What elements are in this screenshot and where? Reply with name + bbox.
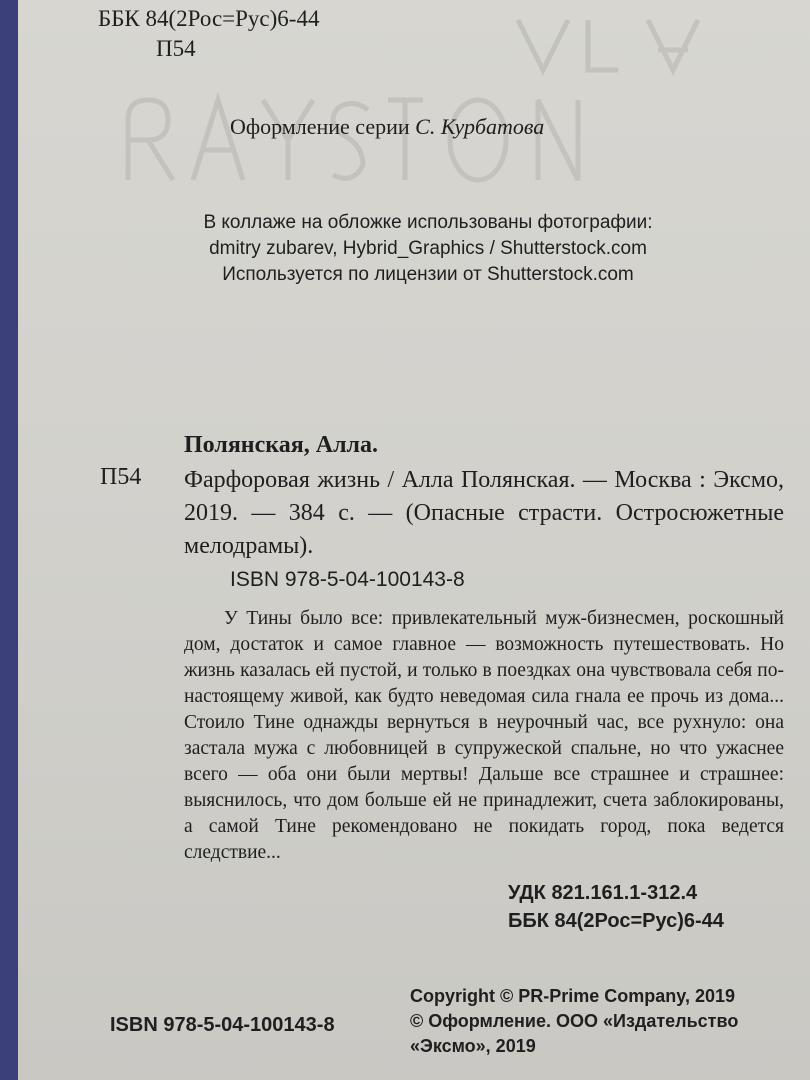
- collage-credit-line: В коллаже на обложке использованы фотографии:: [203, 212, 653, 233]
- copyright-line: © Оформление. ООО «Издательство: [410, 1011, 739, 1031]
- collage-credit-line: dmitry zubarev, Hybrid_Graphics / Shutterstock.com: [209, 238, 647, 259]
- isbn-entry: ISBN 978-5-04-100143-8: [230, 568, 465, 591]
- copyright-line: Copyright © PR-Prime Company, 2019: [410, 986, 736, 1006]
- collage-credits: [168, 210, 688, 288]
- catalog-code: П54: [100, 464, 142, 490]
- udk-code: УДК 821.161.1-312.4: [508, 882, 698, 904]
- series-design-credit: [230, 114, 544, 140]
- catalog-code-header: П54: [156, 36, 196, 61]
- book-page: [18, 0, 810, 1080]
- author-entry: Полянская, Алла.: [184, 432, 378, 458]
- bbk-header: ББК 84(2Рос=Рус)6-44: [98, 6, 320, 31]
- annotation: [184, 606, 784, 866]
- annotation-text: У Тины было все: привлекательный муж-бизнесмен, роскошный дом, достаток и самое главное — возможность путешествовать. Но жизнь казалась ей пустой, и только в поездках она чувствовала себя по-настоящему живой, как будто неведомая сила гнала ее прочь из дома... Стоило Тине однажды вернуться в неурочный час, все рухнуло: она застала мужа с любовницей в супружеской спальне, но что ужаснее всего — оба они были мертвы! Дальше все страшнее и страшнее: выяснилось, что дом больше ей не принадлежит, счета заблокированы, а самой Тине рекомендовано не покидать город, пока ведется следствие...: [184, 608, 784, 863]
- collage-credit-line: Используется по лицензии от Shutterstock.com: [222, 264, 634, 285]
- isbn-footer: ISBN 978-5-04-100143-8: [110, 1014, 335, 1036]
- series-designer-name: С. Курбатова: [415, 114, 545, 139]
- title-entry: Фарфоровая жизнь / Алла Полянская. — Москва : Эксмо, 2019. — 384 с. — (Опасные страсти. Остросюжетные мелодрамы).: [184, 467, 784, 559]
- bbk-code: ББК 84(2Рос=Рус)6-44: [508, 910, 724, 932]
- series-design-label: Оформление серии: [230, 114, 410, 139]
- copyright-line: «Эксмо», 2019: [410, 1036, 536, 1056]
- copyright-block: [410, 984, 738, 1059]
